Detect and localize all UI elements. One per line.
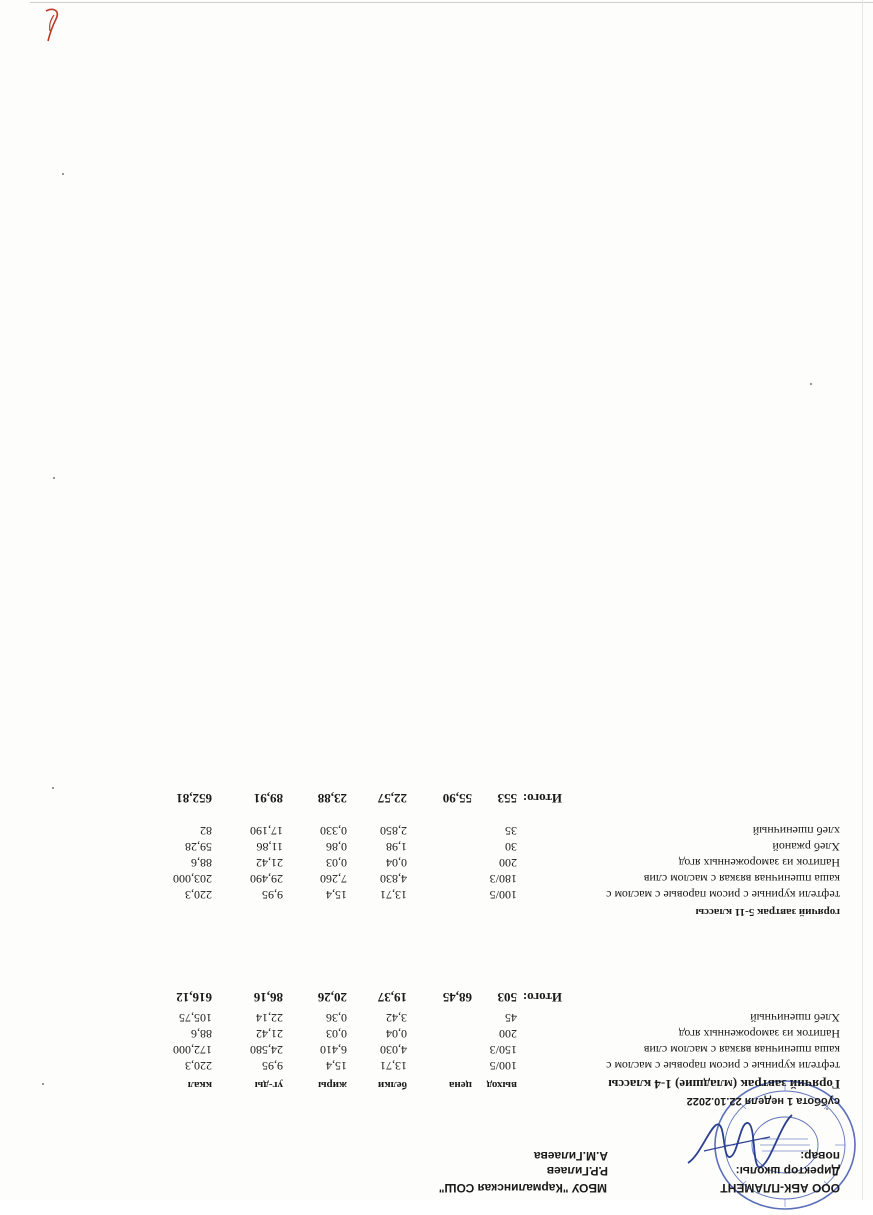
dish-kcal: 88,6 [191,1027,212,1041]
total-kcal: 616,12 [176,990,212,1005]
section-title: горячий завтрак 5-11 классы [695,906,840,918]
dish-kcal: 88,6 [191,856,212,870]
table-row [95,870,840,886]
dish-carbs: 21,42 [256,1027,283,1041]
page-top-edge [30,2,873,3]
section-title: Горячий завтрак (младшие) 1-4 классы [608,1077,840,1092]
dish-kcal: 82 [200,824,212,838]
table-row [95,822,840,838]
total-fats: 20,26 [317,990,347,1005]
dish-output: 200 [499,1027,517,1041]
table-row [95,1025,840,1041]
dish-fats: 0,330 [320,824,347,838]
total-row [95,987,840,1009]
dish-proteins: 0,04 [386,856,407,870]
total-carbs: 86,16 [253,990,283,1005]
dish-proteins: 13,71 [380,1059,407,1073]
org-line [439,1178,840,1195]
dish-carbs: 9,95 [262,888,283,902]
page-right-edge [862,0,863,1200]
dish-output: 30 [505,840,517,854]
dish-name: тефтели куриные с рисом паровые с маслом с [606,1059,840,1073]
total-fats: 23,88 [317,791,347,806]
dish-name: каша пшеничная вязкая с маслом слив [643,1043,840,1057]
dish-fats: 0,86 [326,840,347,854]
dish-fats: 0,36 [326,1011,347,1025]
dish-name: тефтели куриные с рисом паровые с маслом с [606,888,840,902]
dish-kcal: 105,75 [179,1011,212,1025]
dish-carbs: 29,490 [250,872,283,886]
scan-speck [42,1083,44,1085]
scan-speck [53,477,55,479]
dish-proteins: 3,42 [386,1011,407,1025]
dish-kcal: 172,000 [173,1043,212,1057]
dish-carbs: 9,95 [262,1059,283,1073]
dish-fats: 0,03 [326,1027,347,1041]
school-name: МБОУ "Кармалинская СОШ" [438,1181,607,1195]
dish-carbs: 11,86 [256,840,283,854]
total-proteins: 19,37 [377,990,407,1005]
total-price: 55,90 [442,791,472,806]
dish-name: Напиток из замороженных ягод [678,1027,840,1041]
total-kcal: 652,81 [176,791,212,806]
table-row [95,886,840,902]
total-proteins: 22,57 [377,791,407,806]
dish-carbs: 17,190 [250,824,283,838]
cook-label: повар: [800,1149,840,1163]
menu-document [95,680,840,1195]
dish-proteins: 13,71 [380,888,407,902]
total-output: 553 [497,791,517,806]
org-name: ООО АБК-ПЛАМЕНТ [720,1181,840,1195]
menu-table-senior [95,788,840,902]
director-line [439,1163,840,1178]
dish-output: 100/5 [489,1059,517,1073]
dish-name: каша пшеничная вязкая с маслом слив [643,872,840,886]
dish-proteins: 4,830 [380,872,407,886]
scan-speck [52,787,54,789]
director-label: Директор школы: [735,1164,840,1178]
dish-kcal: 203,000 [173,872,212,886]
dish-output: 200 [499,856,517,870]
menu-date: суббота 1 неделя 22.10.2022 [686,1095,840,1107]
total-row [95,788,840,810]
dish-output: 35 [505,824,517,838]
menu-table-junior [95,987,840,1073]
dish-proteins: 0,04 [386,1027,407,1041]
dish-carbs: 22,14 [256,1011,283,1025]
dish-name: Напиток из замороженных ягод [678,856,840,870]
table-row [95,854,840,870]
dish-output: 180/3 [489,872,517,886]
col-kcal: ккал [187,1079,212,1091]
dish-name: Хлеб ржаной [772,840,840,854]
table-row [95,838,840,854]
col-fats: жиры [317,1079,347,1091]
dish-name: хлеб пшеничный [752,824,840,838]
col-carbs: уг-ды [254,1079,283,1091]
table-row [95,1041,840,1057]
dish-fats: 15,4 [326,888,347,902]
dish-proteins: 4,030 [380,1043,407,1057]
dish-kcal: 220,3 [185,1059,212,1073]
dish-name: Хлеб пшеничный [750,1011,840,1025]
dish-proteins: 1,98 [386,840,407,854]
dish-carbs: 21,42 [256,856,283,870]
cook-name: А.М.Гилаева [533,1149,608,1163]
handwritten-page-number [40,5,70,45]
dish-output: 45 [505,1011,517,1025]
total-label: Итого: [522,791,562,806]
table-row [95,1057,840,1073]
col-output: выход [486,1079,517,1091]
total-carbs: 89,91 [253,791,283,806]
scan-speck [62,173,64,175]
dish-fats: 0,03 [326,856,347,870]
dish-output: 100/5 [489,888,517,902]
dish-carbs: 24,580 [250,1043,283,1057]
dish-kcal: 59,28 [185,840,212,854]
total-output: 503 [497,990,517,1005]
total-label: Итого: [522,990,562,1005]
dish-fats: 6,410 [320,1043,347,1057]
col-price: цена [448,1079,472,1091]
col-proteins: белки [377,1079,407,1091]
dish-kcal: 220,3 [185,888,212,902]
column-headers [95,1075,840,1091]
table-row [95,1009,840,1025]
total-price: 68,45 [442,990,472,1005]
scan-speck [810,383,812,385]
document-header [439,1148,840,1195]
dish-fats: 15,4 [326,1059,347,1073]
cook-line [439,1148,840,1163]
director-name: Р.Р.Гилаев [546,1164,608,1178]
dish-proteins: 2,850 [380,824,407,838]
dish-output: 150/3 [489,1043,517,1057]
dish-fats: 7,260 [320,872,347,886]
